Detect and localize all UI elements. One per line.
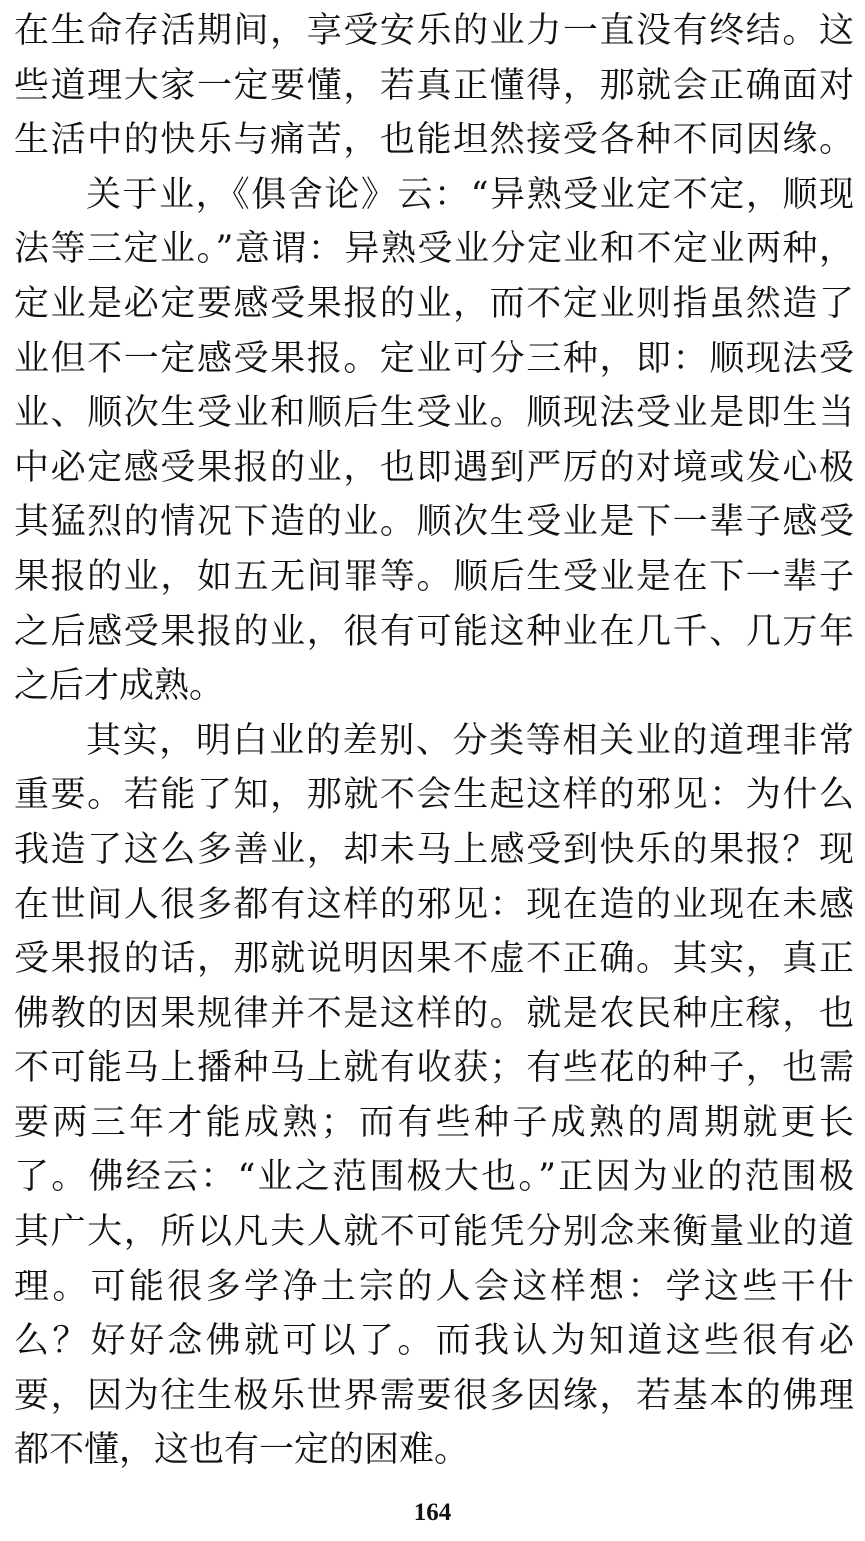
text-line: 之后感受果报的业，很有可能这种业在几千、几万年: [14, 611, 854, 652]
text-line: 其猛烈的情况下造的业。顺次生受业是下一辈子感受: [14, 502, 854, 543]
text-line: 些道理大家一定要懂，若真正懂得，那就会正确面对: [14, 65, 854, 106]
text-line: 业、顺次生受业和顺后生受业。顺现法受业是即生当: [14, 393, 854, 434]
text-line: 理。可能很多学净土宗的人会这样想：学这些干什: [14, 1266, 854, 1307]
text-line: 要，因为往生极乐世界需要很多因缘，若基本的佛理: [14, 1375, 854, 1416]
page-number: 164: [413, 1499, 452, 1526]
text-line: 我造了这么多善业，却未马上感受到快乐的果报？现: [14, 829, 854, 870]
text-line: 么？好好念佛就可以了。而我认为知道这些很有必: [14, 1321, 854, 1362]
text-line: 果报的业，如五无间罪等。顺后生受业是在下一辈子: [14, 556, 854, 597]
text-line: 了。佛经云：“业之范围极大也。”正因为业的范围极: [14, 1157, 854, 1198]
text-line: 定业是必定要感受果报的业，而不定业则指虽然造了: [14, 283, 854, 324]
body-text: [14, 4, 854, 1478]
text-line: 佛教的因果规律并不是这样的。就是农民种庄稼，也: [14, 993, 854, 1034]
text-line: 都不懂，这也有一定的困难。: [14, 1430, 470, 1471]
text-line: 业但不一定感受果报。定业可分三种，即：顺现法受: [14, 338, 854, 379]
text-line: 在世间人很多都有这样的邪见：现在造的业现在未感: [14, 884, 854, 925]
text-line: 不可能马上播种马上就有收获；有些花的种子，也需: [14, 1048, 854, 1089]
text-line: 关于业，《俱舍论》云：“异熟受业定不定，顺现: [86, 174, 854, 215]
text-line: 受果报的话，那就说明因果不虚不正确。其实，真正: [14, 939, 854, 980]
text-line: 中必定感受果报的业，也即遇到严厉的对境或发心极: [14, 447, 854, 488]
text-line: 其实，明白业的差别、分类等相关业的道理非常: [86, 720, 854, 761]
text-line: 要两三年才能成熟；而有些种子成熟的周期就更长: [14, 1102, 854, 1143]
text-line: 之后才成熟。: [14, 666, 225, 707]
text-line: 法等三定业。”意谓：异熟受业分定业和不定业两种，: [14, 229, 854, 270]
text-line: 其广大，所以凡夫人就不可能凭分别念来衡量业的道: [14, 1212, 854, 1253]
text-line: 生活中的快乐与痛苦，也能坦然接受各种不同因缘。: [14, 120, 854, 161]
text-line: 在生命存活期间，享受安乐的业力一直没有终结。这: [14, 11, 854, 51]
text-line: 重要。若能了知，那就不会生起这样的邪见：为什么: [14, 775, 854, 816]
